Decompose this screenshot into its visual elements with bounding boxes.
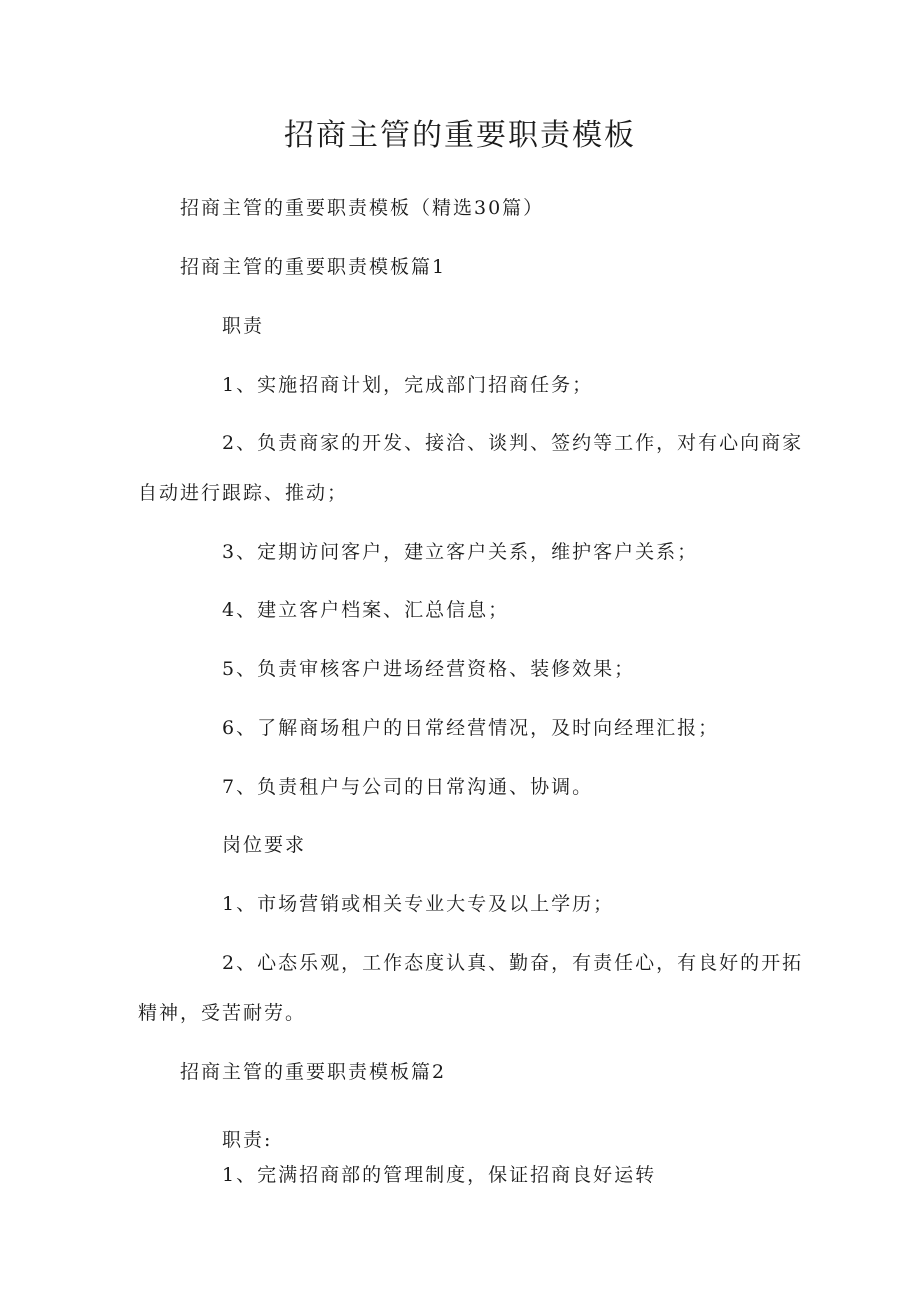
duty-item-continuation: 自动进行跟踪、推动；: [138, 482, 349, 504]
duty-item: 5、负责审核客户进场经营资格、装修效果；: [222, 658, 636, 680]
section2-heading: 招商主管的重要职责模板篇2: [180, 1061, 447, 1083]
requirement-item: 2、心态乐观，工作态度认真、勤奋，有责任心，有良好的开拓: [222, 952, 804, 974]
requirement-item: 1、市场营销或相关专业大专及以上学历；: [222, 893, 615, 915]
section1-heading: 招商主管的重要职责模板篇1: [180, 256, 447, 278]
duty-item: 6、了解商场租户的日常经营情况，及时向经理汇报；: [222, 717, 720, 739]
section1-duties-label: 职责: [222, 315, 265, 337]
section1-requirements-label: 岗位要求: [222, 834, 307, 856]
section2-duties-label: 职责:: [222, 1129, 273, 1151]
duty-item: 7、负责租户与公司的日常沟通、协调。: [222, 776, 594, 798]
document-subtitle: 招商主管的重要职责模板（精选30篇）: [180, 197, 545, 219]
duty-item: 2、负责商家的开发、接洽、谈判、签约等工作，对有心向商家: [222, 432, 804, 454]
duty-item: 1、实施招商计划，完成部门招商任务；: [222, 374, 594, 396]
duty-item: 3、定期访问客户，建立客户关系，维护客户关系；: [222, 541, 699, 563]
duty-item: 1、完满招商部的管理制度，保证招商良好运转: [222, 1164, 657, 1186]
requirement-item-continuation: 精神，受苦耐劳。: [138, 1002, 307, 1024]
duty-item: 4、建立客户档案、汇总信息；: [222, 599, 510, 621]
document-title: 招商主管的重要职责模板: [284, 118, 636, 153]
